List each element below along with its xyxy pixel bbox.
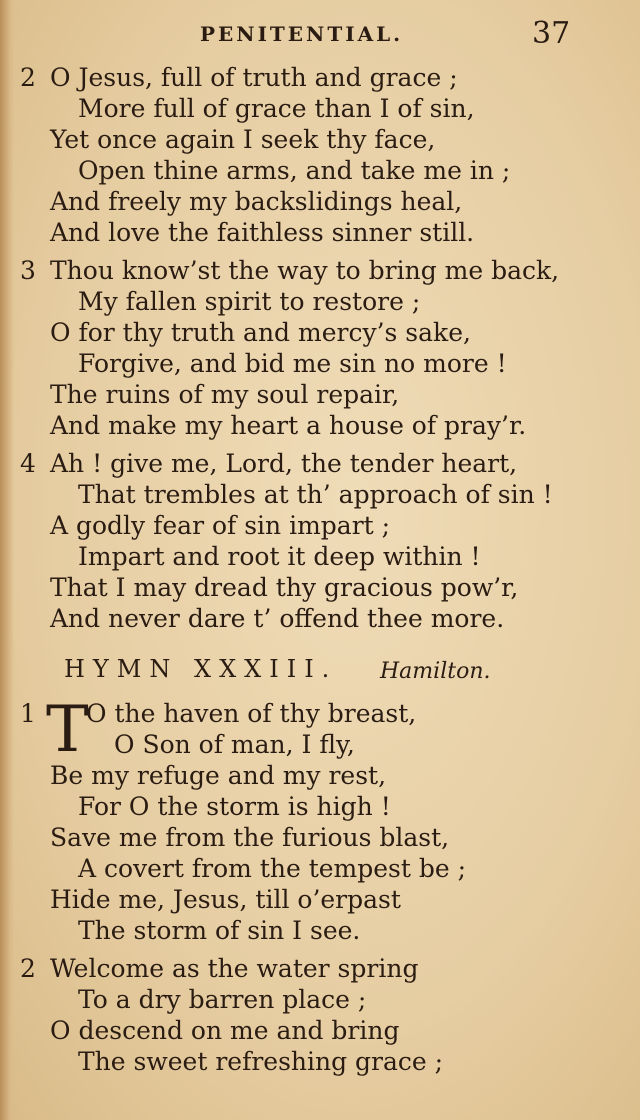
verse-line: A covert from the tempest be ; — [78, 854, 467, 883]
hymn-heading: HYMN XXXIII. — [64, 655, 338, 683]
verse-line: O for thy truth and mercy’s sake, — [50, 318, 471, 347]
hymn-author: Hamilton. — [380, 659, 491, 684]
verse-line: To a dry barren place ; — [78, 985, 367, 1014]
stanza-number: 4 — [20, 449, 36, 478]
verse-line: Open thine arms, and take me in ; — [78, 156, 511, 185]
verse-line: And love the faithless sinner still. — [50, 218, 475, 247]
stanza-number: 2 — [20, 954, 36, 983]
verse-line: Yet once again I seek thy face, — [50, 125, 436, 154]
verse-line: O Jesus, full of truth and grace ; — [50, 63, 458, 92]
verse-line: O the haven of thy breast, — [86, 699, 417, 728]
verse-line: O descend on me and bring — [50, 1016, 400, 1045]
verse-line: O Son of man, I fly, — [114, 730, 355, 759]
verse-line: Forgive, and bid me sin no more ! — [78, 349, 507, 378]
page-number: 37 — [532, 16, 571, 51]
stanza-number: 2 — [20, 63, 36, 92]
verse-line: Impart and root it deep within ! — [78, 542, 481, 571]
verse-line: Ah ! give me, Lord, the tender heart, — [50, 449, 518, 478]
drop-cap: T — [46, 693, 89, 767]
page-header — [0, 14, 640, 54]
stanza-number: 1 — [20, 699, 36, 728]
stanza-3 — [0, 255, 640, 441]
hymn-title — [0, 650, 640, 694]
verse-line: And freely my backslidings heal, — [50, 187, 463, 216]
verse-line: Be my refuge and my rest, — [50, 761, 387, 790]
verse-line: The sweet refreshing grace ; — [78, 1047, 444, 1076]
verse-line: The ruins of my soul repair, — [50, 380, 400, 409]
stanza-2-hymn-33 — [0, 953, 640, 1077]
verse-line: That I may dread thy gracious pow’r, — [50, 573, 519, 602]
verse-line: That trembles at th’ approach of sin ! — [78, 480, 553, 509]
stanza-2 — [0, 62, 640, 248]
verse-line: More full of grace than I of sin, — [78, 94, 475, 123]
verse-line: Thou know’st the way to bring me back, — [50, 256, 560, 285]
stanza-4 — [0, 448, 640, 634]
verse-line: And never dare t’ offend thee more. — [50, 604, 505, 633]
verse-line: My fallen spirit to restore ; — [78, 287, 421, 316]
verse-line: A godly fear of sin impart ; — [50, 511, 391, 540]
verse-line: For O the storm is high ! — [78, 792, 391, 821]
verse-line: And make my heart a house of pray’r. — [50, 411, 527, 440]
stanza-1 — [0, 693, 640, 946]
verse-line: Save me from the furious blast, — [50, 823, 450, 852]
running-title: PENITENTIAL. — [200, 22, 404, 46]
hymn-text — [0, 62, 640, 1084]
stanza-number: 3 — [20, 256, 36, 285]
verse-line: Hide me, Jesus, till o’erpast — [50, 885, 401, 914]
verse-line: The storm of sin I see. — [78, 916, 361, 945]
verse-line: Welcome as the water spring — [50, 954, 419, 983]
